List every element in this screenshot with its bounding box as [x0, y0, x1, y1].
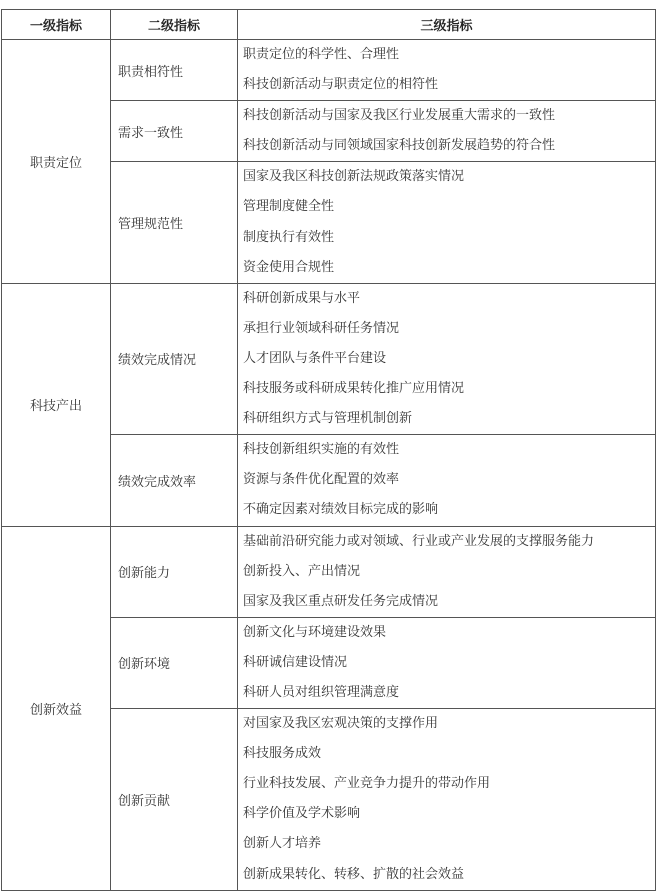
level3-item: 科技创新活动与职责定位的相符性 [243, 77, 439, 93]
level3-item: 科研组织方式与管理机制创新 [243, 411, 413, 427]
level3-item: 人才团队与条件平台建设 [243, 350, 387, 366]
level3-item: 管理制度健全性 [243, 199, 335, 215]
header-level3: 三级指标 [238, 10, 656, 40]
table-body [2, 40, 656, 891]
level2-cell: 绩效完成效率 [111, 435, 238, 526]
level3-item: 科技服务成效 [243, 746, 322, 762]
level2-cell: 职责相符性 [111, 40, 238, 101]
level3-item: 创新文化与环境建设效果 [243, 624, 387, 640]
table-row [2, 40, 656, 101]
level3-item: 创新投入、产出情况 [243, 563, 361, 579]
level3-item: 科技创新活动与国家及我区行业发展重大需求的一致性 [243, 108, 556, 124]
header-level1: 一级指标 [2, 10, 111, 40]
header-row [2, 10, 656, 40]
level3-item: 创新人才培养 [243, 836, 322, 852]
level2-cell: 创新贡献 [111, 709, 238, 891]
level3-item: 科技创新活动与同领域国家科技创新发展趋势的符合性 [243, 138, 556, 154]
level3-cell [238, 526, 656, 617]
level3-item: 创新成果转化、转移、扩散的社会效益 [243, 866, 465, 882]
level3-cell [238, 162, 656, 283]
level3-cell [238, 617, 656, 708]
table-row [2, 283, 656, 434]
level3-item: 科研人员对组织管理满意度 [243, 684, 400, 700]
level3-item: 承担行业领域科研任务情况 [243, 320, 400, 336]
level3-item: 职责定位的科学性、合理性 [243, 47, 400, 62]
level1-cell: 职责定位 [2, 40, 111, 284]
level2-cell: 创新环境 [111, 617, 238, 708]
indicator-table [1, 9, 656, 891]
level2-cell: 创新能力 [111, 526, 238, 617]
level3-item: 科学价值及学术影响 [243, 806, 361, 822]
level3-item: 科研创新成果与水平 [243, 290, 361, 306]
level1-cell: 科技产出 [2, 283, 111, 526]
level3-cell [238, 709, 656, 891]
level3-item: 科研诚信建设情况 [243, 654, 348, 670]
level3-cell [238, 101, 656, 162]
level3-item: 行业科技发展、产业竞争力提升的带动作用 [243, 776, 491, 792]
level3-item: 国家及我区科技创新法规政策落实情况 [243, 169, 465, 185]
level3-item: 基础前沿研究能力或对领域、行业或产业发展的支撑服务能力 [243, 533, 595, 549]
level3-item: 科技创新组织实施的有效性 [243, 442, 400, 458]
level3-cell [238, 283, 656, 434]
level3-cell [238, 40, 656, 101]
level2-cell: 需求一致性 [111, 101, 238, 162]
header-level2: 二级指标 [111, 10, 238, 40]
level3-item: 对国家及我区宏观决策的支撑作用 [243, 716, 439, 732]
level3-item: 国家及我区重点研发任务完成情况 [243, 593, 439, 609]
level3-item: 科技服务或科研成果转化推广应用情况 [243, 381, 465, 397]
table-row [2, 526, 656, 617]
level3-cell [238, 435, 656, 526]
level2-cell: 绩效完成情况 [111, 283, 238, 434]
level3-item: 制度执行有效性 [243, 229, 335, 245]
level3-item: 不确定因素对绩效目标完成的影响 [243, 502, 439, 518]
level1-cell: 创新效益 [2, 526, 111, 890]
level3-item: 资金使用合规性 [243, 259, 335, 275]
level2-cell: 管理规范性 [111, 162, 238, 283]
table-header [2, 10, 656, 40]
level3-item: 资源与条件优化配置的效率 [243, 472, 400, 488]
